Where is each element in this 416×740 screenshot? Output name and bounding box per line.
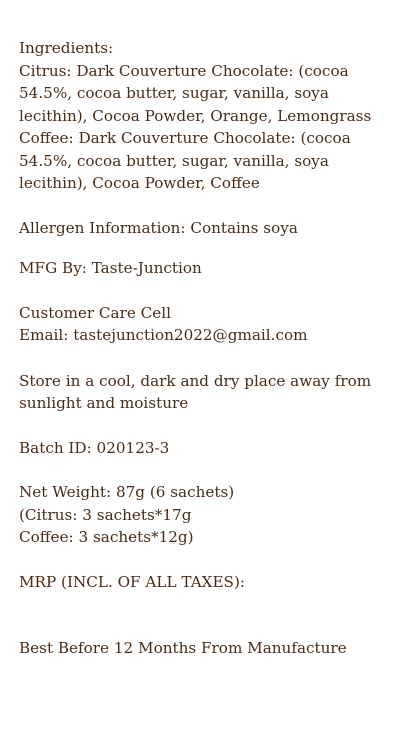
best-before-info: Best Before 12 Months From Manufacture [19,639,347,657]
batch-id: Batch ID: 020123-3 [19,438,170,457]
spacer [19,593,399,637]
mrp-section [19,571,399,594]
storage-section [19,370,399,415]
coffee-weight-line: Coffee: 3 sachets*12g) [19,528,194,546]
spacer [19,415,399,437]
customer-care-heading: Customer Care Cell [19,303,171,322]
product-label-text [19,37,399,660]
allergen-section [19,217,399,240]
storage-instructions: Store in a cool, dark and dry place away from sunlight and moisture [19,371,372,412]
citrus-weight-line: (Citrus: 3 sachets*17g [19,505,192,524]
spacer [19,239,399,257]
customer-care-email: Email: tastejunction2022@gmail.com [19,326,308,344]
net-weight-line: Net Weight: 87g (6 sachets) [19,483,235,501]
manufacturer-info: MFG By: Taste-Junction [19,259,202,277]
net-weight-section [19,481,399,549]
mrp-label: MRP (INCL. OF ALL TAXES): [19,572,246,591]
spacer [19,459,399,481]
best-before-section [19,637,399,660]
ingredients-heading: Ingredients: [19,39,114,57]
ingredients-section [19,37,399,195]
citrus-ingredients: Citrus: Dark Couverture Chocolate: (cocoa 54.5%, cocoa butter, sugar, vanilla, soya lecithin), Cocoa Powder, Orange, Lemongrass [19,61,372,125]
spacer [19,347,399,370]
batch-section [19,437,399,460]
allergen-info: Allergen Information: Contains soya [19,218,298,237]
customer-care-section [19,302,399,347]
coffee-ingredients: Coffee: Dark Couverture Chocolate: (cocoa 54.5%, cocoa butter, sugar, vanilla, soya lecithin), Cocoa Powder, Coffee [19,129,351,192]
manufacturer-section [19,257,399,280]
spacer [19,195,399,217]
spacer [19,280,399,302]
spacer [19,549,399,571]
